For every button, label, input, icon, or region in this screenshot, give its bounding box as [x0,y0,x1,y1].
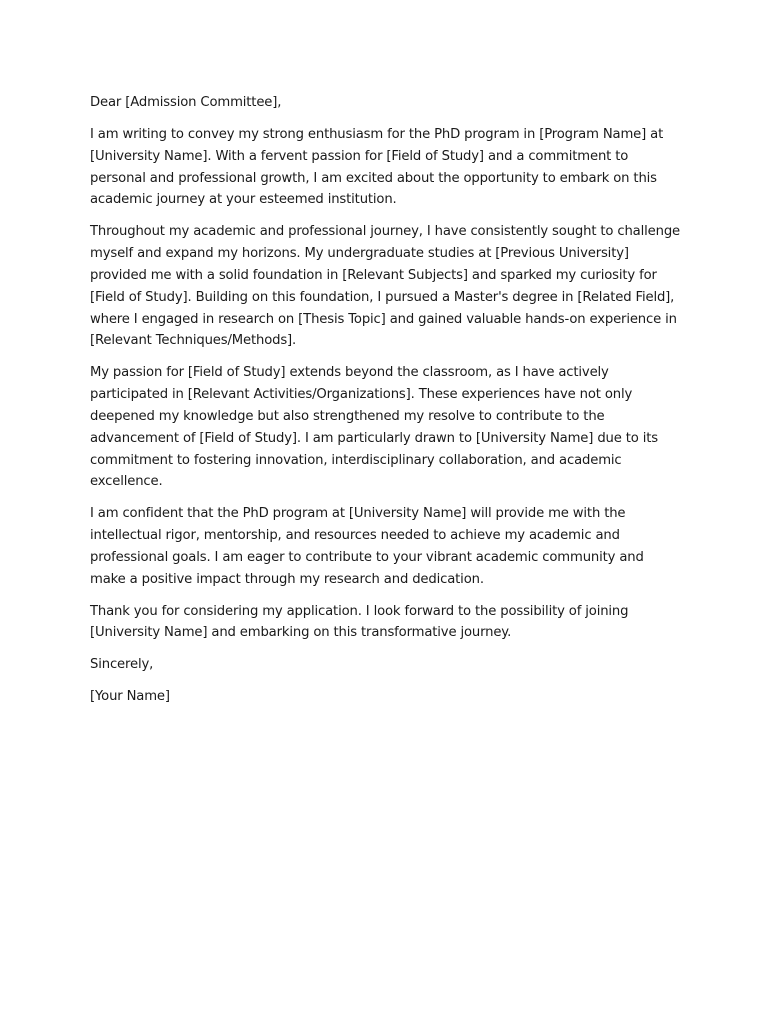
paragraph-background: Throughout my academic and professional journey, I have consistently sought to challenge myself and expand my horizons. My undergraduate studies at [Previous University] provided me with a solid foundation in [Relevant Subjects] and sparked my curiosity for [Field of Study]. Building on this foundation, I pursued a Master's degree in [Related Field], where I engaged in research on [Thesis Topic] and gained valuable hands-on experience in [Relevant Techniques/Methods]. [90,224,680,349]
closing: Sincerely, [90,657,154,673]
paragraph-passion: My passion for [Field of Study] extends beyond the classroom, as I have actively participated in [Relevant Activities/Organizations]. These experiences have not only deepened my knowledge but also strengthened my resolve to contribute to the advancement of [Field of Study]. I am particularly drawn to [University Name] due to its commitment to fostering innovation, interdisciplinary collaboration, and academic excellence. [90,365,658,490]
signature: [Your Name] [90,689,170,705]
paragraph-thanks: Thank you for considering my application. I look forward to the possibility of joining [University Name] and embarking on this transformative journey. [90,603,629,641]
paragraph-confidence: I am confident that the PhD program at [University Name] will provide me with the intellectual rigor, mentorship, and resources needed to achieve my academic and professional goals. I am eager to contribute to your vibrant academic community and make a positive impact through my research and dedication. [90,506,644,587]
paragraph-intro: I am writing to convey my strong enthusiasm for the PhD program in [Program Name] at [University Name]. With a fervent passion for [Field of Study] and a commitment to personal and professional growth, I am excited about the opportunity to embark on this academic journey at your esteemed institution. [90,126,664,208]
salutation: Dear [Admission Committee], [90,95,282,110]
letter-body [90,92,682,718]
